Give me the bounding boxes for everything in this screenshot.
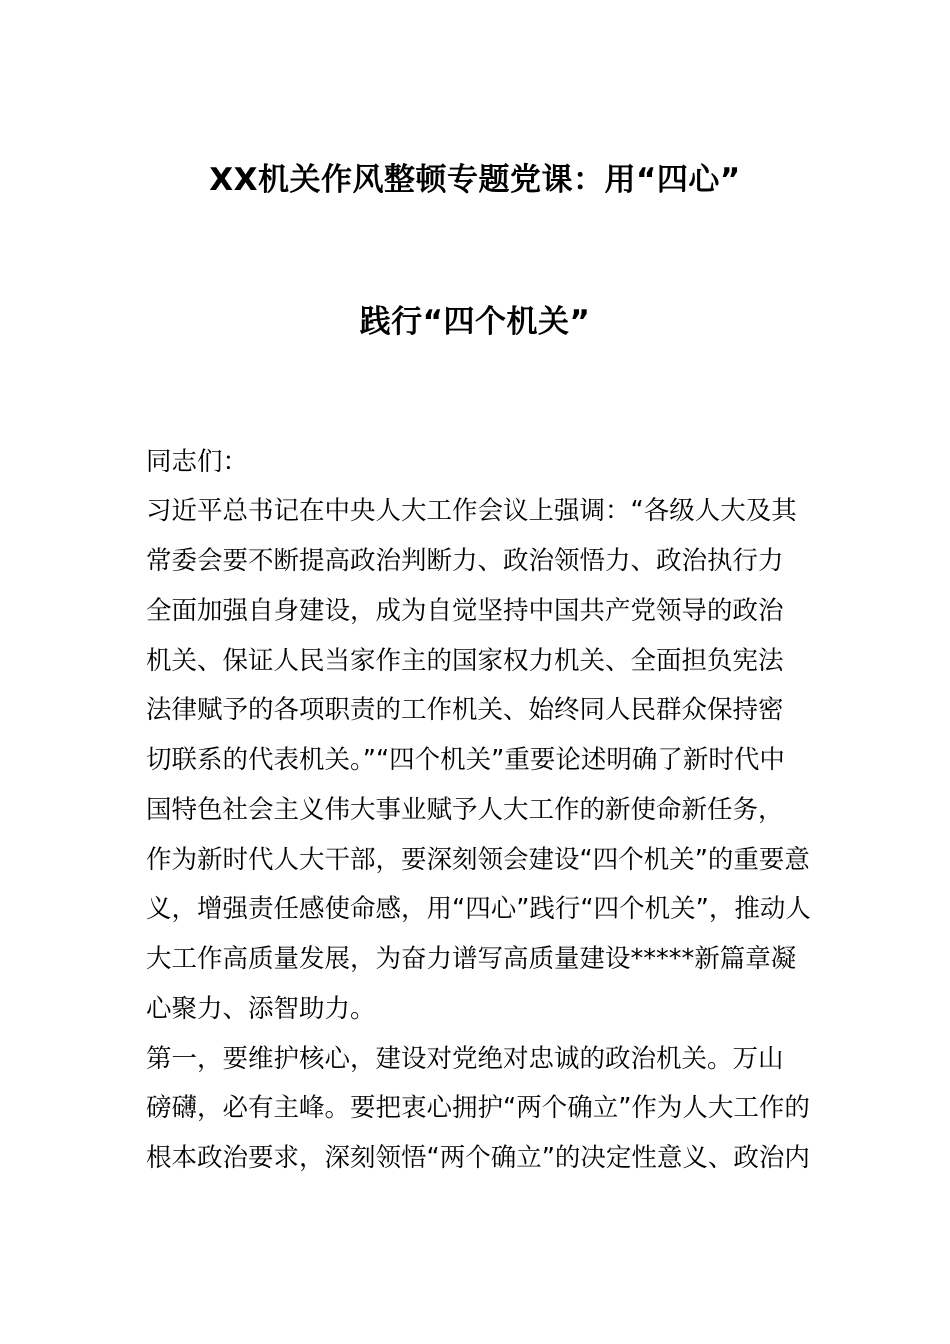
body-line: 切联系的代表机关。”“四个机关”重要论述明确了新时代中	[146, 745, 785, 775]
salutation: 同志们：	[146, 447, 249, 477]
body-line: 义，增强责任感使命感，用“四心”践行“四个机关”，推动人	[146, 894, 811, 924]
body-line: 作为新时代人大干部，要深刻领会建设“四个机关”的重要意	[146, 845, 810, 875]
body-line: 国特色社会主义伟大事业赋予人大工作的新使命新任务，	[146, 795, 784, 825]
document-title-line-1: XX机关作风整顿专题党课：用“四心”	[209, 162, 741, 198]
body-line: 磅礴，必有主峰。要把衷心拥护“两个确立”作为人大工作的	[146, 1093, 810, 1123]
body-line: 根本政治要求，深刻领悟“两个确立”的决定性意义、政治内	[146, 1143, 810, 1173]
body-line: 习近平总书记在中央人大工作会议上强调：“各级人大及其	[146, 496, 797, 526]
body-line: 心聚力、添智助力。	[146, 994, 376, 1024]
body-line: 法律赋予的各项职责的工作机关、始终同人民群众保持密	[146, 695, 784, 725]
body-line: 大工作高质量发展，为奋力谱写高质量建设*****新篇章凝	[146, 944, 797, 974]
body-line: 第一，要维护核心，建设对党绝对忠诚的政治机关。万山	[146, 1044, 784, 1074]
body-line: 常委会要不断提高政治判断力、政治领悟力、政治执行力	[146, 546, 784, 576]
document-title-line-2: 践行“四个机关”	[359, 304, 591, 340]
body-line: 机关、保证人民当家作主的国家权力机关、全面担负宪法	[146, 646, 784, 676]
body-line: 全面加强自身建设，成为自觉坚持中国共产党领导的政治	[146, 596, 784, 626]
